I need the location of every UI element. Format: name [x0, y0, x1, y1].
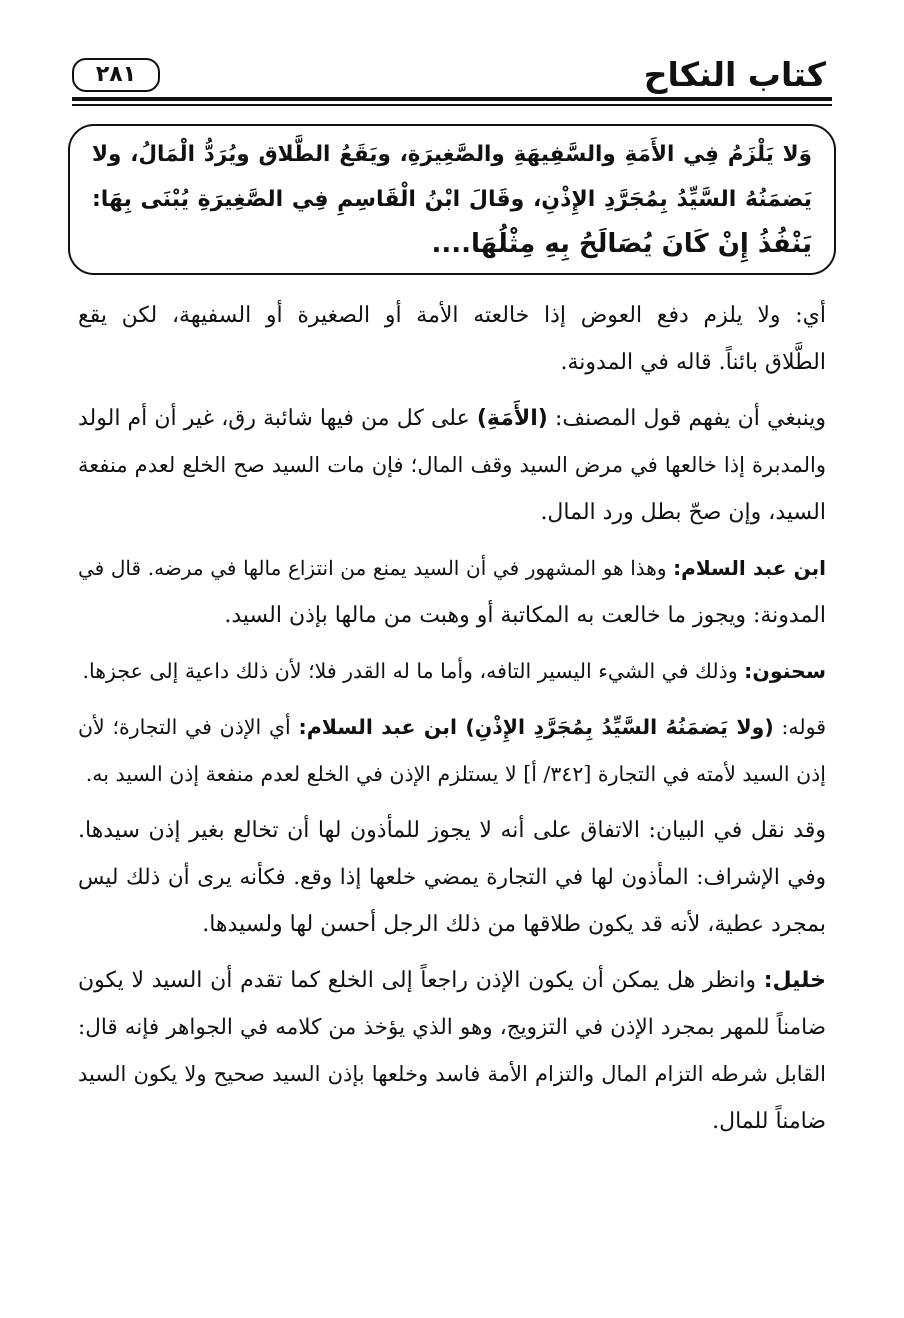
text-line: إذن السيد لأمته في التجارة [٣٤٢/ أ] لا يستلزم الإذن في الخلع لعدم منفعة إذن السيد به.	[85, 762, 826, 786]
header-rule	[72, 97, 832, 101]
text-line: الطَّلاق بائناً. قاله في المدونة.	[560, 350, 826, 375]
text-line	[78, 545, 826, 592]
text-run: وذلك في الشيء اليسير التافه، وأما ما له القدر فلا؛ لأن ذلك داعية إلى عجزها.	[82, 659, 745, 683]
text-run: وينبغي أن يفهم قول المصنف:	[547, 406, 827, 431]
text-line: بمجرد عطية، لأنه قد يكون طلاقها من ذلك الرجل أحسن لها ولسيدها.	[202, 912, 826, 937]
text-line: ضامناً للمال.	[712, 1109, 826, 1134]
matn-line: يَنْفُذُ إِنْ كَانَ يُصَالَحُ بِهِ مِثْلُهَا....	[431, 229, 812, 259]
matn-line: وَلا يَلْزَمُ فِي الأَمَةِ والسَّفِيهَةِ والصَّغِيرَةِ، ويَقَعُ الطَّلاق ويُرَدُّ الْمَالُ، ولا	[92, 142, 812, 167]
paragraph	[78, 545, 826, 639]
text-run: وانظر هل يمكن أن يكون الإذن راجعاً إلى الخلع كما تقدم أن السيد لا يكون	[78, 968, 764, 993]
text-line	[78, 704, 826, 751]
text-line: المدونة: ويجوز ما خالعت به المكاتبة أو وهبت من مالها بإذن السيد.	[224, 603, 826, 628]
cited-scholar: ابن عبد السلام:	[673, 556, 826, 580]
text-line	[78, 395, 826, 442]
text-line: والمدبرة إذا خالعها في مرض السيد وقف المال؛ فإن مات السيد صح الخلع لعدم منفعة	[78, 453, 826, 477]
text-line: القابل شرطه التزام المال والتزام الأمة فاسد وخلعها بإذن السيد صحيح ولا يكون السيد	[78, 1062, 826, 1086]
paragraph	[78, 648, 826, 695]
paragraph	[78, 292, 826, 386]
matn-text-box	[68, 124, 836, 275]
paragraph	[78, 704, 826, 798]
text-run: قوله:	[773, 715, 826, 739]
text-run: على كل من فيها شائبة رق، غير أن أم الولد	[78, 406, 477, 431]
header-rule-thin	[72, 104, 832, 106]
text-run: أي الإذن في التجارة؛ لأن	[78, 715, 299, 739]
quoted-term: (ولا يَضمَنُهُ السَّيِّدُ بِمُجَرَّدِ الإِذْنِ)	[465, 715, 774, 739]
cited-scholar: ابن عبد السلام:	[298, 715, 466, 739]
text-line	[78, 957, 826, 1004]
cited-scholar: سحنون:	[744, 659, 826, 683]
quoted-term: (الأَمَةِ)	[476, 406, 548, 431]
page-number-badge: ٢٨١	[72, 58, 160, 92]
text-line: وقد نقل في البيان: الاتفاق على أنه لا يجوز للمأذون لها أن تخالع بغير إذن سيدها.	[78, 818, 826, 843]
text-line: ضامناً للمهر بمجرد الإذن في التزويج، وهو الذي يؤخذ من كلامه في الجواهر فإنه قال:	[78, 1015, 826, 1040]
cited-scholar: خليل:	[763, 968, 826, 993]
paragraph	[78, 957, 826, 1145]
text-line: السيد، وإن صحّ بطل ورد المال.	[540, 500, 826, 525]
matn-line: يَضمَنُهُ السَّيِّدُ بِمُجَرَّدِ الإِذْنِ، وقَالَ ابْنُ الْقَاسِمِ فِي الصَّغِيرَةِ يُبْنَى بِهَا:	[92, 187, 812, 212]
text-run: وهذا هو المشهور في أن السيد يمنع من انتزاع مالها في مرضه. قال في	[78, 556, 674, 580]
paragraph	[78, 807, 826, 948]
text-line: أي: ولا يلزم دفع العوض إذا خالعته الأمة أو الصغيرة أو السفيهة، لكن يقع	[78, 303, 826, 328]
text-line	[78, 648, 826, 695]
running-header-title: كتاب النكاح	[643, 55, 826, 94]
commentary-body	[78, 292, 826, 1154]
text-line: وفي الإشراف: المأذون لها في التجارة يمضي خلعها إذا وقع. فكأنه يرى أن ذلك ليس	[78, 865, 826, 890]
paragraph	[78, 395, 826, 536]
